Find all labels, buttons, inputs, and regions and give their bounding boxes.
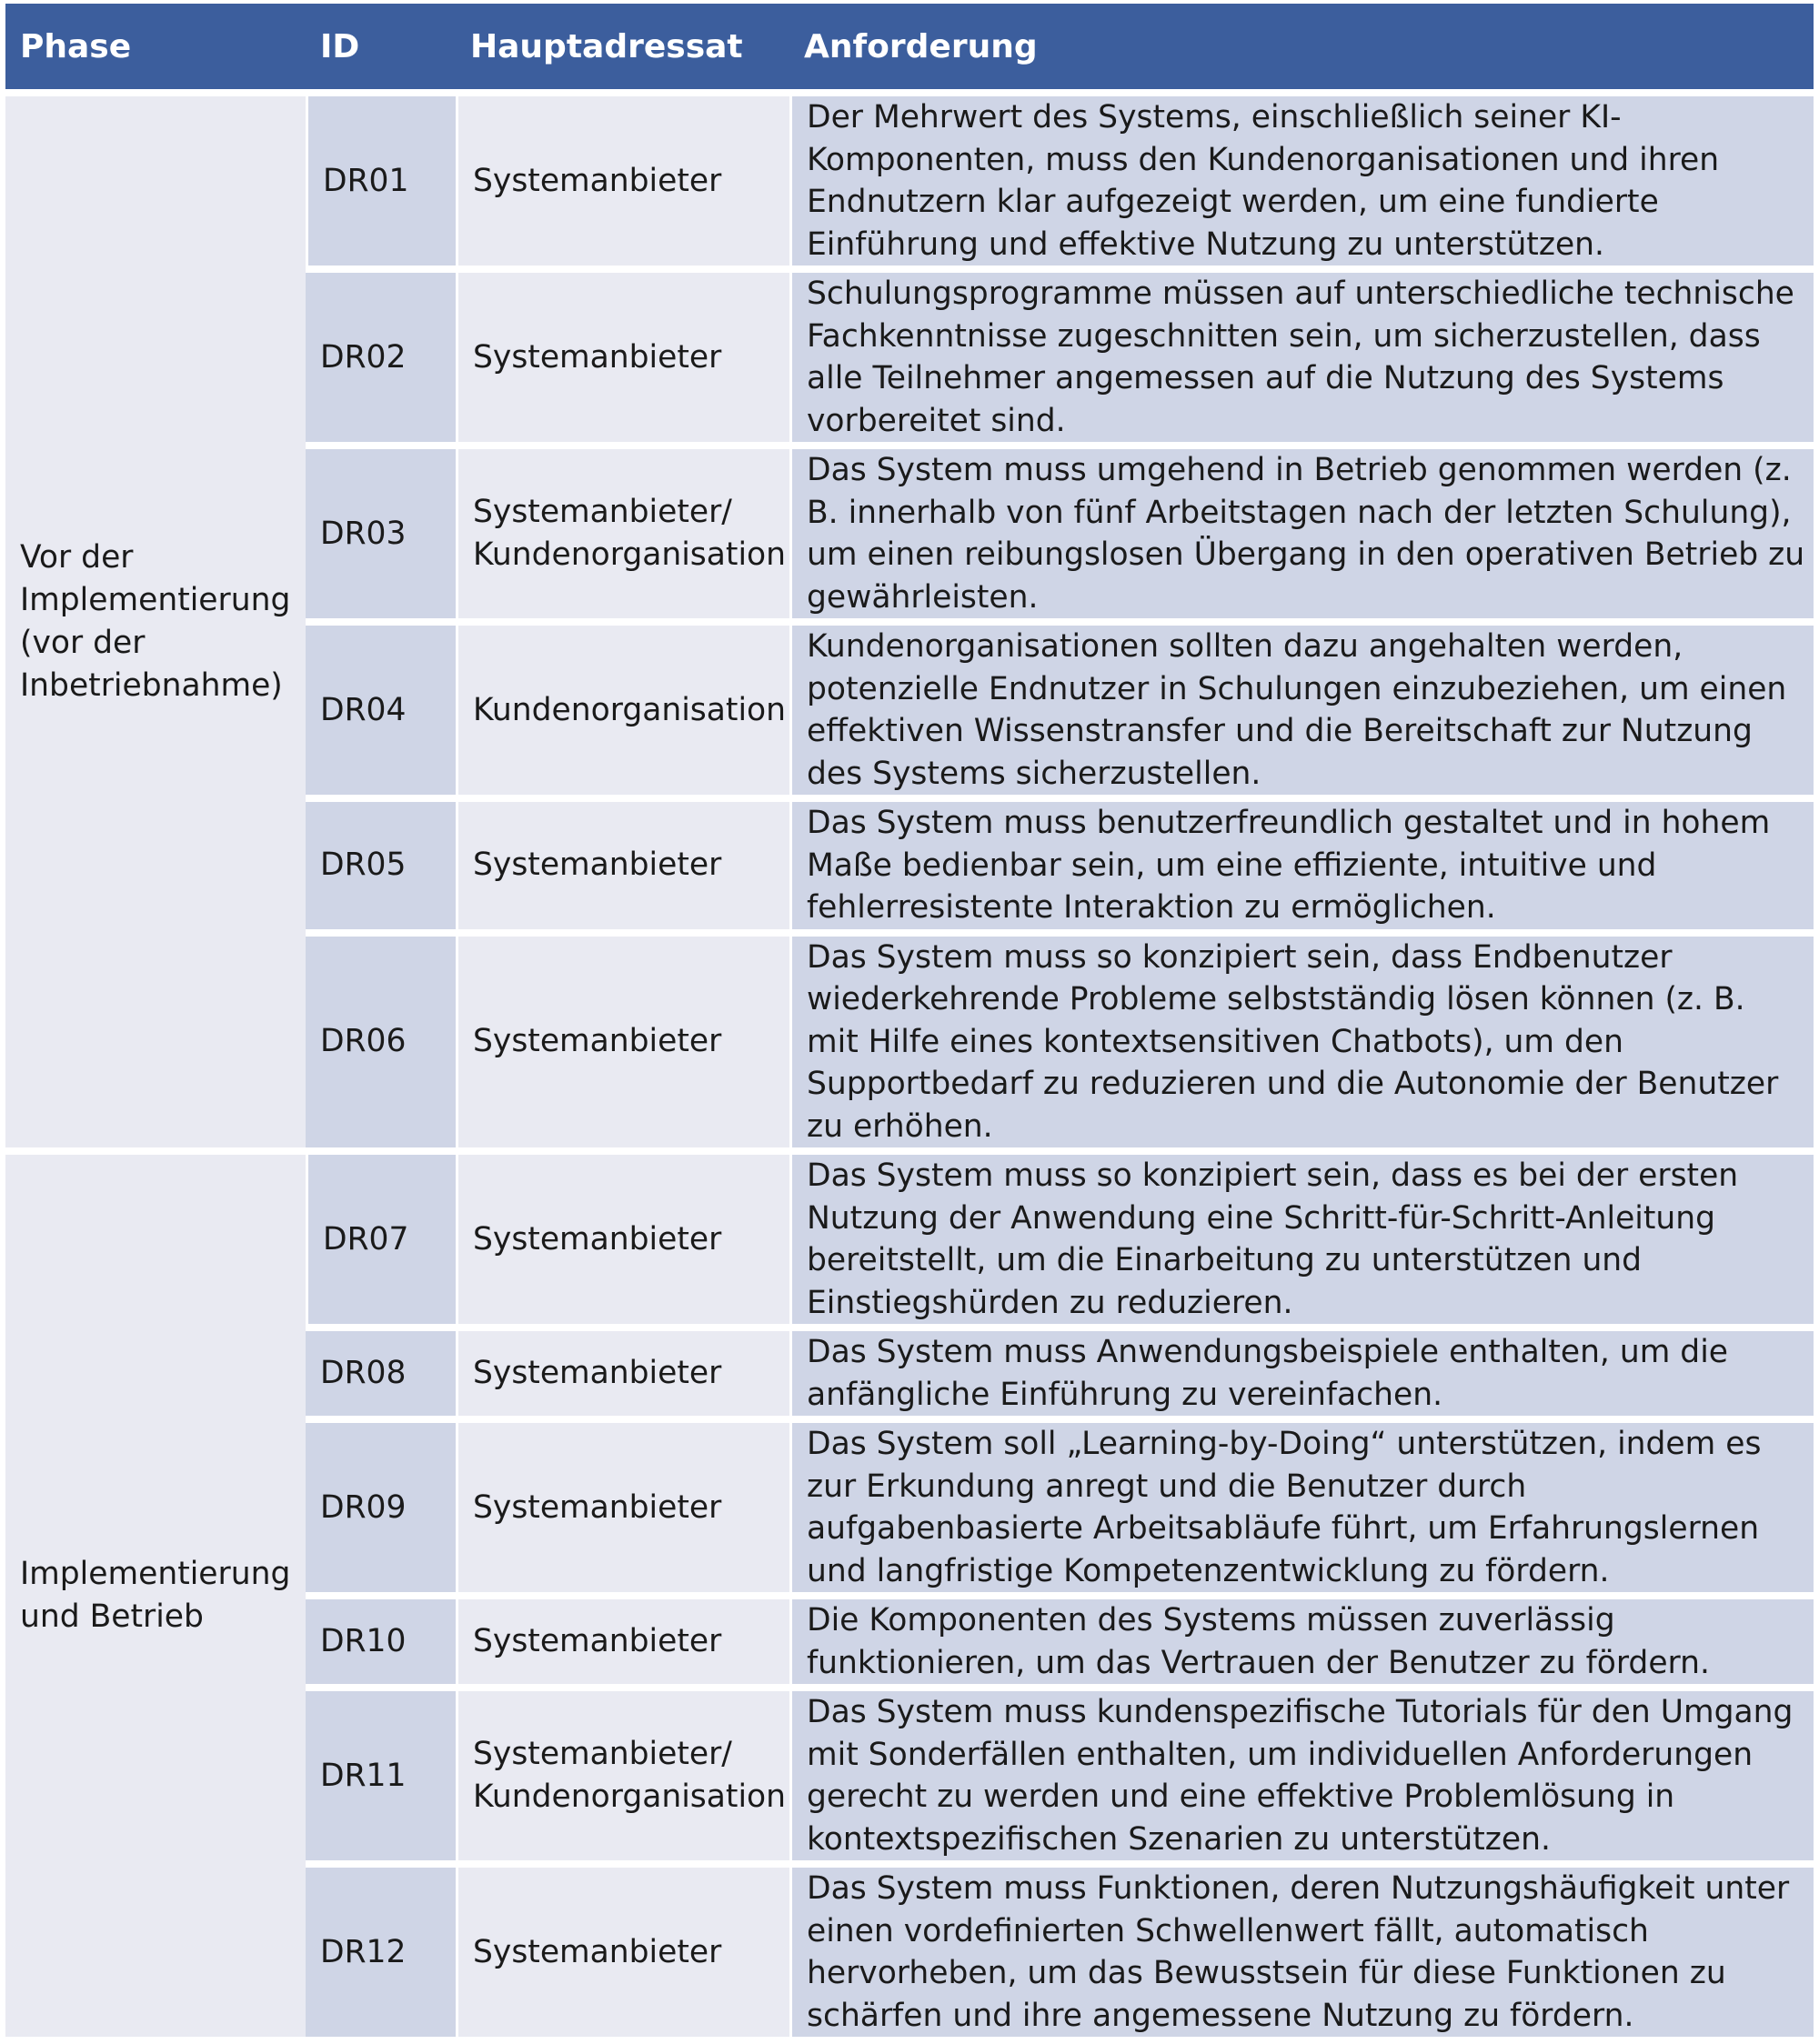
id-cell: DR01 <box>306 96 456 266</box>
table-row <box>5 96 1814 266</box>
addressee-cell: Systemanbieter <box>456 1155 789 1324</box>
table-header <box>5 4 1814 89</box>
table-row <box>5 1155 1814 1324</box>
addressee-cell: Systemanbieter <box>456 273 789 442</box>
id-cell: DR06 <box>306 937 456 1148</box>
addressee-cell: Systemanbieter <box>456 96 789 266</box>
addressee-cell: Systemanbieter <box>456 802 789 929</box>
addressee-cell: Systemanbieter <box>456 1868 789 2037</box>
addressee-cell: Systemanbieter <box>456 1331 789 1416</box>
requirement-cell: Schulungsprogramme müssen auf unterschiedliche technische Fachkenntnisse zugeschnitten sein, um sicherzustellen, dass alle Teilnehmer angemessen auf die Nutzung des Systems vorbereitet sind. <box>789 273 1814 442</box>
id-cell: DR12 <box>306 1868 456 2037</box>
requirement-cell: Das System muss umgehend in Betrieb genommen werden (z. B. innerhalb von fünf Arbeitstagen nach der letzten Schulung), um einen reibungslosen Übergang in den operativen Betrieb zu gewährleisten. <box>789 449 1814 618</box>
header-addressee: Hauptadressat <box>456 4 789 89</box>
addressee-cell: Kundenorganisation <box>456 626 789 795</box>
addressee-cell: Systemanbieter <box>456 1423 789 1592</box>
requirements-table <box>5 0 1814 2044</box>
requirement-cell: Der Mehrwert des Systems, einschließlich seiner KI-Komponenten, muss den Kundenorganisationen und ihren Endnutzern klar aufgezeigt werden, um eine fundierte Einführung und effektive Nutzung zu unterstützen. <box>789 96 1814 266</box>
phase-cell: Implementierung und Betrieb <box>5 1155 306 2037</box>
requirement-cell: Das System muss kundenspezifische Tutorials für den Umgang mit Sonderfällen enthalten, um individuellen Anforderungen gerecht zu werden und eine effektive Problemlösung in kontextspezifischen Szenarien zu unterstützen. <box>789 1691 1814 1860</box>
id-cell: DR10 <box>306 1599 456 1684</box>
header-requirement: Anforderung <box>789 4 1814 89</box>
header-id: ID <box>306 4 456 89</box>
id-cell: DR02 <box>306 273 456 442</box>
addressee-cell: Systemanbieter/ Kundenorganisation <box>456 1691 789 1860</box>
requirement-cell: Das System muss so konzipiert sein, dass Endbenutzer wiederkehrende Probleme selbstständig lösen können (z. B. mit Hilfe eines kontextsensitiven Chatbots), um den Supportbedarf zu reduzieren und die Autonomie der Benutzer zu erhöhen. <box>789 937 1814 1148</box>
requirement-cell: Das System muss benutzerfreundlich gestaltet und in hohem Maße bedienbar sein, um eine effiziente, intuitive und fehlerresistente Interaktion zu ermöglichen. <box>789 802 1814 929</box>
requirement-cell: Die Komponenten des Systems müssen zuverlässig funktionieren, um das Vertrauen der Benutzer zu fördern. <box>789 1599 1814 1684</box>
requirement-cell: Das System muss Anwendungsbeispiele enthalten, um die anfängliche Einführung zu vereinfachen. <box>789 1331 1814 1416</box>
addressee-cell: Systemanbieter <box>456 1599 789 1684</box>
requirement-cell: Kundenorganisationen sollten dazu angehalten werden, potenzielle Endnutzer in Schulungen einzubeziehen, um einen effektiven Wissenstransfer und die Bereitschaft zur Nutzung des Systems sicherzustellen. <box>789 626 1814 795</box>
id-cell: DR03 <box>306 449 456 618</box>
id-cell: DR09 <box>306 1423 456 1592</box>
id-cell: DR04 <box>306 626 456 795</box>
id-cell: DR08 <box>306 1331 456 1416</box>
id-cell: DR05 <box>306 802 456 929</box>
header-phase: Phase <box>5 4 306 89</box>
table-body <box>5 96 1814 2037</box>
id-cell: DR07 <box>306 1155 456 1324</box>
requirement-cell: Das System soll „Learning-by-Doing“ unterstützen, indem es zur Erkundung anregt und die Benutzer durch aufgabenbasierte Arbeitsabläufe führt, um Erfahrungslernen und langfristige Kompetenzentwicklung zu fördern. <box>789 1423 1814 1592</box>
requirement-cell: Das System muss so konzipiert sein, dass es bei der ersten Nutzung der Anwendung eine Schritt-für-Schritt-Anleitung bereitstellt, um die Einarbeitung zu unterstützen und Einstiegshürden zu reduzieren. <box>789 1155 1814 1324</box>
addressee-cell: Systemanbieter <box>456 937 789 1148</box>
requirement-cell: Das System muss Funktionen, deren Nutzungshäufigkeit unter einen vordefinierten Schwellenwert fällt, automatisch hervorheben, um das Bewusstsein für diese Funktionen zu schärfen und ihre angemessene Nutzung zu fördern. <box>789 1868 1814 2037</box>
id-cell: DR11 <box>306 1691 456 1860</box>
addressee-cell: Systemanbieter/ Kundenorganisation <box>456 449 789 618</box>
phase-cell: Vor der Implementierung (vor der Inbetriebnahme) <box>5 96 306 1147</box>
